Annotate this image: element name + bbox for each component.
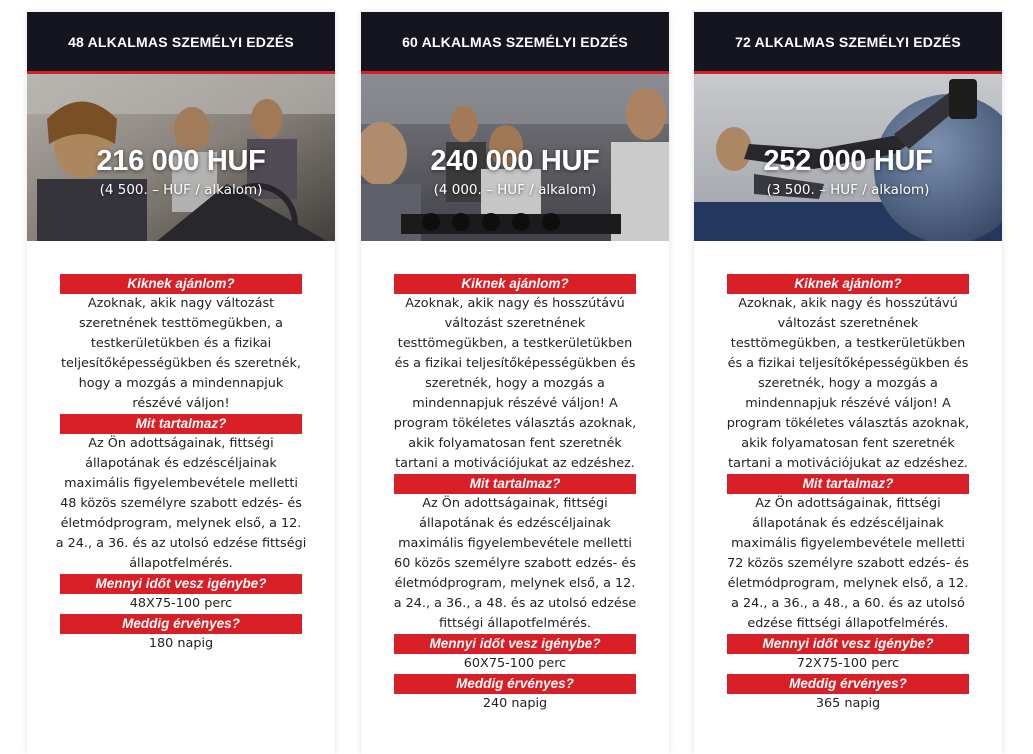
recommended-text: Azoknak, akik nagy változást szeretnének testtömegükben, a testkerületükben és a fizikai teljesítőképességükben és szeretnék, hogy a mozgás a mindennapjuk részévé váljon! — [61, 296, 301, 411]
contents-title: Mit tartalmaz? — [60, 414, 302, 434]
contents-text: Az Ön adottságainak, fittségi állapotának és edzéscéljainak maximális figyelembevétele melletti 60 közös személyre szabott edzés- és életmódprogram, melynek első, a 12. a 24., a 36., a 48. és az utolsó edzése fittségi állapotfelmérés. — [393, 496, 637, 631]
validity-text: 180 napig — [148, 636, 214, 651]
validity-title: Meddig érvényes? — [727, 674, 969, 694]
time-text: 60X75-100 perc — [463, 656, 567, 671]
time-title: Mennyi időt vesz igénybe? — [394, 634, 636, 654]
card-hero-image — [694, 74, 1002, 241]
recommended-title: Kiknek ajánlom? — [60, 274, 302, 294]
card-title: 48 ALKALMAS SZEMÉLYI EDZÉS — [27, 12, 335, 74]
card-hero-image — [27, 74, 335, 241]
contents-text: Az Ön adottságainak, fittségi állapotának és edzéscéljainak maximális figyelembevétele melletti 72 közös személyre szabott edzés- és életmódprogram, melynek első, a 12. a 24., a 36., a 48., a 60. és az utolsó edzése fittségi állapotfelmérés. — [727, 496, 969, 631]
time-text: 72X75-100 perc — [796, 656, 900, 671]
recommended-title: Kiknek ajánlom? — [727, 274, 969, 294]
time-title: Mennyi időt vesz igénybe? — [727, 634, 969, 654]
price: 240 000 HUF — [430, 145, 600, 177]
price: 216 000 HUF — [96, 145, 266, 177]
pricing-card-48 — [27, 12, 335, 754]
time-text: 48X75-100 perc — [129, 596, 233, 611]
card-hero-image — [361, 74, 669, 241]
time-title: Mennyi időt vesz igénybe? — [60, 574, 302, 594]
recommended-text: Azoknak, akik nagy és hosszútávú változást szeretnének testtömegükben, a testkerületükben és a fizikai teljesítőképességükben és szeretnék, hogy a mozgás a mindennapjuk részévé váljon! A program tökéletes választás azoknak, akik folyamatosan fent szeretnék tartani a motivációjukat az edzéshez. — [393, 296, 637, 471]
contents-title: Mit tartalmaz? — [394, 474, 636, 494]
price-per-session: (3 500. – HUF / alkalom) — [766, 182, 930, 198]
card-title: 60 ALKALMAS SZEMÉLYI EDZÉS — [361, 12, 669, 74]
recommended-text: Azoknak, akik nagy és hosszútávú változást szeretnének testtömegükben, a testkerületükben és a fizikai teljesítőképességükben és szeretnék, hogy a mozgás a mindennapjuk részévé váljon! A program tökéletes választás azoknak, akik folyamatosan fent szeretnék tartani a motivációjukat az edzéshez. — [726, 296, 970, 471]
validity-text: 240 napig — [482, 696, 548, 711]
contents-title: Mit tartalmaz? — [727, 474, 969, 494]
contents-text: Az Ön adottságainak, fittségi állapotának és edzéscéljainak maximális figyelembevétele melletti 48 közös személyre szabott edzés- és életmódprogram, melynek első, a 12. a 24., a 36. és az utolsó edzése fittségi állapotfelmérés. — [55, 436, 307, 571]
recommended-title: Kiknek ajánlom? — [394, 274, 636, 294]
price-per-session: (4 500. – HUF / alkalom) — [99, 182, 263, 198]
validity-title: Meddig érvényes? — [60, 614, 302, 634]
validity-text: 365 napig — [815, 696, 881, 711]
price: 252 000 HUF — [763, 145, 933, 177]
pricing-card-72 — [694, 12, 1002, 754]
pricing-card-60 — [361, 12, 669, 754]
validity-title: Meddig érvényes? — [394, 674, 636, 694]
price-per-session: (4 000. – HUF / alkalom) — [433, 182, 597, 198]
card-title: 72 ALKALMAS SZEMÉLYI EDZÉS — [694, 12, 1002, 74]
